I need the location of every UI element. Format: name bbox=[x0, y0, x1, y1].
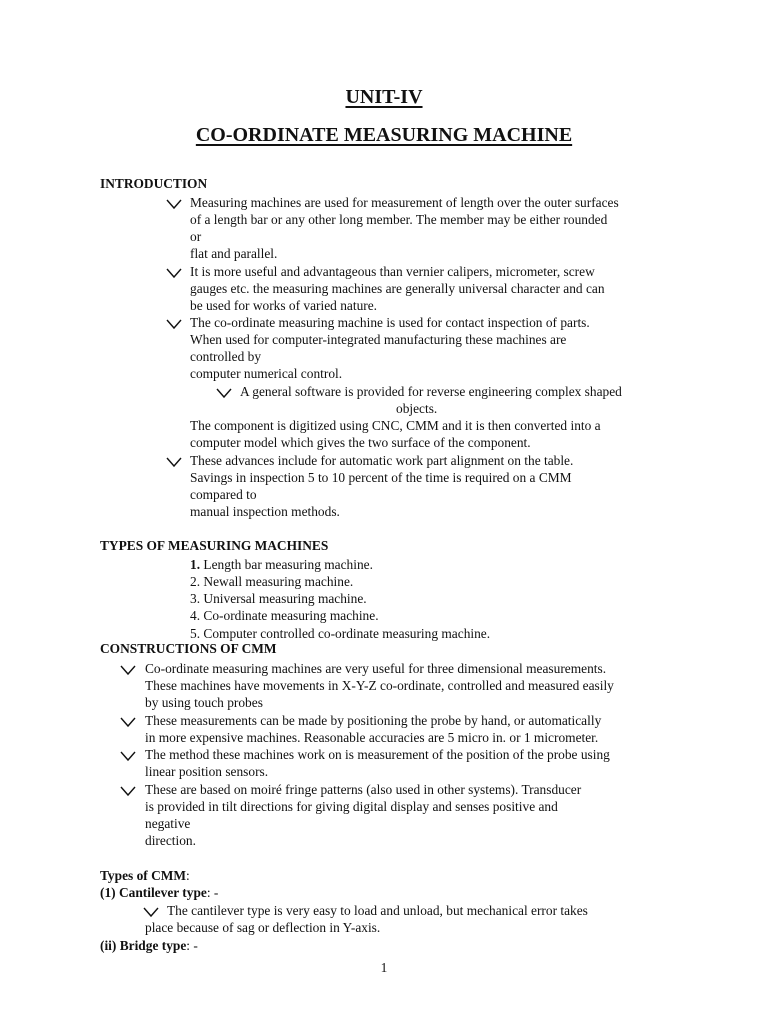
type-item-4-text: Co-ordinate measuring machine. bbox=[203, 608, 379, 623]
construction-bullet-4-line-1: These are based on moiré fringe patterns (also used in other systems). Transducer bbox=[145, 782, 582, 797]
cantilever-type-heading bbox=[100, 884, 218, 901]
page-number: 1 bbox=[380, 960, 388, 975]
construction-bullet-3-line-2: linear position sensors. bbox=[145, 764, 269, 779]
intro-bullet-1-line-3: or bbox=[190, 229, 202, 244]
intro-bullet-1-line-4: flat and parallel. bbox=[190, 246, 278, 261]
types-heading: TYPES OF MEASURING MACHINES bbox=[100, 538, 329, 553]
intro-bullet-2-line-1: It is more useful and advantageous than vernier calipers, micrometer, screw bbox=[190, 264, 595, 279]
construction-bullet-4-line-4: direction. bbox=[145, 833, 196, 848]
types-of-cmm-colon: : bbox=[186, 868, 190, 883]
intro-bullet-4-line-2: Savings in inspection 5 to 10 percent of the time is required on a CMM bbox=[190, 470, 572, 485]
chevron-bullet-icon bbox=[143, 906, 159, 918]
types-of-cmm-heading bbox=[100, 867, 190, 884]
construction-bullet-1-line-2: These machines have movements in X-Y-Z co-ordinate, controlled and measured easily bbox=[145, 678, 614, 693]
type-item-1 bbox=[190, 556, 373, 573]
intro-bullet-2-line-2: gauges etc. the measuring machines are generally universal character and can bbox=[190, 281, 605, 296]
intro-bullet-3-line-3: controlled by bbox=[190, 349, 262, 364]
intro-bullet-1-line-2: of a length bar or any other long member. The member may be either rounded bbox=[190, 212, 608, 227]
intro-bullet-4-line-3: compared to bbox=[190, 487, 257, 502]
cantilever-type-suffix: : - bbox=[206, 885, 219, 900]
chevron-bullet-icon bbox=[120, 785, 136, 797]
chevron-bullet-icon bbox=[120, 716, 136, 728]
intro-bullet-3-line-2: When used for computer-integrated manufacturing these machines are bbox=[190, 332, 567, 347]
construction-bullet-2-line-1: These measurements can be made by positioning the probe by hand, or automatically bbox=[145, 713, 602, 728]
cantilever-line-2: place because of sag or deflection in Y-axis. bbox=[145, 920, 381, 935]
intro-bullet-1-line-1: Measuring machines are used for measurement of length over the outer surfaces bbox=[190, 195, 619, 210]
type-item-3 bbox=[190, 590, 367, 607]
bridge-type-suffix: : - bbox=[186, 938, 198, 953]
type-item-2-text: Newall measuring machine. bbox=[203, 574, 354, 589]
intro-bullet-4-line-1: These advances include for automatic work part alignment on the table. bbox=[190, 453, 574, 468]
bridge-type-heading bbox=[100, 937, 198, 954]
intro-bullet-2-line-3: be used for works of varied nature. bbox=[190, 298, 378, 313]
chevron-bullet-icon bbox=[166, 318, 182, 330]
intro-paragraph-line-1: The component is digitized using CNC, CMM and it is then converted into a bbox=[190, 418, 601, 433]
introduction-heading: INTRODUCTION bbox=[100, 176, 208, 191]
intro-bullet-4-line-4: manual inspection methods. bbox=[190, 504, 340, 519]
chevron-bullet-icon bbox=[166, 198, 182, 210]
type-item-5-number: 5. bbox=[190, 626, 201, 641]
type-item-2-number: 2. bbox=[190, 574, 201, 589]
construction-bullet-1-line-3: by using touch probes bbox=[145, 695, 263, 710]
construction-bullet-2-line-2: in more expensive machines. Reasonable accuracies are 5 micro in. or 1 micrometer. bbox=[145, 730, 599, 745]
types-of-cmm-title: Types of CMM bbox=[100, 868, 187, 883]
type-item-3-number: 3. bbox=[190, 591, 201, 606]
intro-subbullet-line-2: objects. bbox=[396, 401, 438, 416]
cantilever-line-1: The cantilever type is very easy to load and unload, but mechanical error takes bbox=[167, 903, 588, 918]
intro-bullet-3-line-1: The co-ordinate measuring machine is used for contact inspection of parts. bbox=[190, 315, 590, 330]
type-item-5-text: Computer controlled co-ordinate measuring machine. bbox=[203, 626, 491, 641]
type-item-3-text: Universal measuring machine. bbox=[203, 591, 367, 606]
intro-bullet-3-line-4: computer numerical control. bbox=[190, 366, 343, 381]
constructions-heading: CONSTRUCTIONS OF CMM bbox=[100, 641, 277, 656]
type-item-5 bbox=[190, 625, 490, 642]
construction-bullet-3-line-1: The method these machines work on is measurement of the position of the probe using bbox=[145, 747, 610, 762]
construction-bullet-4-line-2: is provided in tilt directions for giving digital display and senses positive and bbox=[145, 799, 558, 814]
type-item-4-number: 4. bbox=[190, 608, 201, 623]
type-item-2 bbox=[190, 573, 353, 590]
construction-bullet-4-line-3: negative bbox=[145, 816, 191, 831]
intro-paragraph-line-2: computer model which gives the two surface of the component. bbox=[190, 435, 531, 450]
bridge-type-label: (ii) Bridge type bbox=[100, 938, 187, 953]
intro-subbullet-line-1: A general software is provided for reverse engineering complex shaped bbox=[240, 384, 622, 399]
type-item-4 bbox=[190, 607, 379, 624]
unit-title: UNIT-IV bbox=[345, 86, 423, 108]
chevron-bullet-icon bbox=[120, 664, 136, 676]
chevron-bullet-icon bbox=[166, 456, 182, 468]
chevron-bullet-icon bbox=[120, 750, 136, 762]
construction-bullet-1-line-1: Co-ordinate measuring machines are very useful for three dimensional measurements. bbox=[145, 661, 607, 676]
type-item-1-number: 1. bbox=[190, 557, 201, 572]
document-title: CO-ORDINATE MEASURING MACHINE bbox=[195, 124, 573, 146]
chevron-bullet-icon bbox=[166, 267, 182, 279]
chevron-bullet-icon bbox=[216, 387, 232, 399]
type-item-1-text: Length bar measuring machine. bbox=[203, 557, 373, 572]
cantilever-type-label: (1) Cantilever type bbox=[100, 885, 207, 900]
